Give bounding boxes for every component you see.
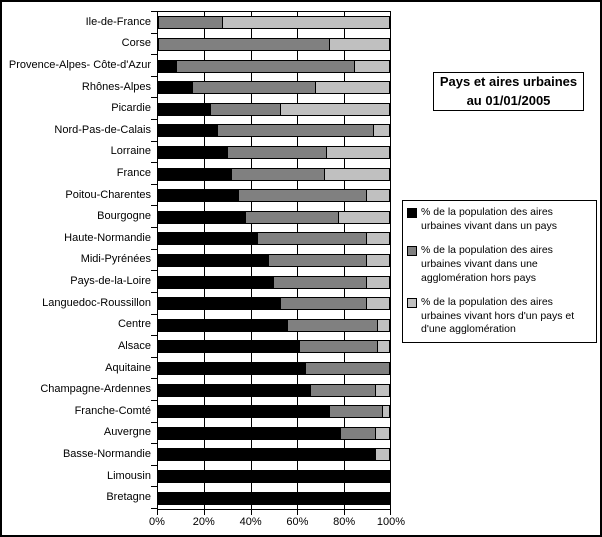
bar-segment-agglomeration (232, 168, 325, 181)
bar-segment-agglomeration (269, 254, 366, 267)
bar-segment-pays (158, 492, 390, 505)
category-label: Auvergne (103, 426, 151, 439)
category-label: Languedoc-Roussillon (42, 296, 151, 309)
bar-segment-pays (158, 340, 300, 353)
bar-row (158, 423, 390, 445)
bar-row (158, 228, 390, 250)
bar-segment-pays (158, 448, 376, 461)
bar-segment-agglomeration (218, 124, 373, 137)
bar-segment-pays (158, 254, 269, 267)
bar-segment-agglomeration (288, 319, 378, 332)
bar-segment-hors (376, 384, 390, 397)
chart-title-box (433, 72, 584, 111)
category-label: Bretagne (106, 491, 151, 504)
bar-segment-pays (158, 297, 281, 310)
legend (402, 200, 597, 343)
category-label: Centre (117, 318, 151, 331)
bar-segment-hors (367, 189, 390, 202)
bar-row (158, 271, 390, 293)
legend-label: % de la population des aires urbaines vivant dans un pays (421, 206, 558, 232)
category-label: Pays-de-la-Loire (70, 275, 151, 288)
value-axis-labels (149, 516, 406, 530)
stacked-bar (158, 427, 390, 440)
x-tick-label: 0% (149, 516, 165, 528)
stacked-bar (158, 81, 390, 94)
stacked-bar (158, 16, 390, 29)
bar-segment-agglomeration (211, 103, 281, 116)
chart-title-line1: Pays et aires urbaines (439, 74, 578, 90)
legend-entry (407, 206, 594, 233)
bar-segment-hors (367, 254, 390, 267)
bar-segment-pays (158, 168, 232, 181)
category-label: Lorraine (110, 145, 151, 158)
bar-segment-agglomeration (228, 146, 328, 159)
bar-segment-pays (158, 427, 341, 440)
stacked-bar (158, 405, 390, 418)
category-label: France (116, 167, 151, 180)
stacked-bar (158, 146, 390, 159)
legend-marker (407, 246, 417, 256)
bar-segment-hors (327, 146, 390, 159)
bar-segment-agglomeration (306, 362, 390, 375)
category-label: Limousin (106, 469, 151, 482)
category-label: Aquitaine (105, 361, 151, 374)
bar-segment-hors (367, 232, 390, 245)
x-tick-mark (344, 510, 345, 515)
bar-row (158, 55, 390, 77)
category-label: Basse-Normandie (62, 447, 151, 460)
bar-segment-hors (316, 81, 390, 94)
bar-segment-agglomeration (158, 16, 223, 29)
x-tick-label: 60% (286, 516, 309, 528)
bar-row (158, 206, 390, 228)
x-tick-label: 20% (192, 516, 215, 528)
x-tick-mark (204, 510, 205, 515)
category-label: Franche-Comté (74, 404, 151, 417)
bar-segment-pays (158, 189, 239, 202)
bar-segment-hors (367, 276, 390, 289)
bar-segment-hors (376, 427, 390, 440)
bar-row (158, 487, 390, 509)
category-label: Nord-Pas-de-Calais (54, 123, 151, 136)
bar-segment-pays (158, 384, 311, 397)
bar-segment-agglomeration (341, 427, 376, 440)
stacked-bar (158, 103, 390, 116)
stacked-bar (158, 232, 390, 245)
stacked-bar (158, 319, 390, 332)
bar-segment-hors (376, 448, 390, 461)
x-tick-label: 80% (333, 516, 356, 528)
bar-segment-hors (339, 211, 390, 224)
x-tick-label: 100% (376, 516, 406, 528)
bar-row (158, 98, 390, 120)
bar-row (158, 142, 390, 164)
category-label: Picardie (111, 102, 151, 115)
bar-segment-agglomeration (193, 81, 316, 94)
value-axis-ticks (157, 510, 391, 515)
legend-entry (407, 244, 594, 285)
legend-entry (407, 296, 594, 337)
bar-segment-hors (330, 38, 390, 51)
category-axis-labels (2, 11, 155, 510)
stacked-bar (158, 254, 390, 267)
bar-row (158, 12, 390, 34)
bar-segment-pays (158, 276, 274, 289)
x-tick-label: 40% (239, 516, 262, 528)
bar-segment-pays (158, 362, 306, 375)
category-label: Bourgogne (97, 210, 151, 223)
bar-row (158, 250, 390, 272)
category-label: Provence-Alpes- Côte-d'Azur (8, 59, 151, 71)
stacked-bar (158, 168, 390, 181)
bar-row (158, 293, 390, 315)
stacked-bar (158, 38, 390, 51)
bar-segment-pays (158, 211, 246, 224)
bar-segment-hors (378, 340, 390, 353)
bar-row (158, 163, 390, 185)
stacked-bar (158, 362, 390, 375)
x-tick-mark (390, 510, 391, 515)
bar-segment-agglomeration (311, 384, 376, 397)
stacked-bar (158, 276, 390, 289)
bar-segment-agglomeration (246, 211, 339, 224)
stacked-bar (158, 448, 390, 461)
category-label: Poitou-Charentes (65, 188, 151, 201)
bar-segment-pays (158, 146, 228, 159)
bar-segment-pays (158, 470, 390, 483)
legend-marker (407, 298, 417, 308)
bar-segment-pays (158, 232, 258, 245)
bar-segment-agglomeration (300, 340, 379, 353)
bar-row (158, 315, 390, 337)
stacked-bar (158, 124, 390, 137)
bar-row (158, 379, 390, 401)
bar-row (158, 358, 390, 380)
bar-segment-pays (158, 103, 211, 116)
legend-label: % de la population des aires urbaines vivant hors d'un pays et d'une agglomération (421, 296, 575, 336)
bar-segment-hors (325, 168, 390, 181)
bar-row (158, 401, 390, 423)
stacked-bar (158, 492, 390, 505)
bar-segment-agglomeration (274, 276, 367, 289)
bar-segment-hors (374, 124, 390, 137)
category-label: Corse (121, 37, 151, 50)
bar-row (158, 120, 390, 142)
bar-segment-hors (367, 297, 390, 310)
bar-segment-hors (223, 16, 390, 29)
category-label: Alsace (117, 339, 151, 352)
legend-marker (407, 208, 417, 218)
bar-row (158, 34, 390, 56)
bar-row (158, 444, 390, 466)
bar-segment-hors (378, 319, 390, 332)
bar-segment-hors (281, 103, 390, 116)
stacked-bar (158, 340, 390, 353)
category-label: Midi-Pyrénées (80, 253, 151, 266)
bar-segment-agglomeration (281, 297, 367, 310)
bar-segment-agglomeration (158, 38, 330, 51)
bar-segment-agglomeration (330, 405, 383, 418)
x-tick-mark (297, 510, 298, 515)
bar-segment-pays (158, 405, 330, 418)
stacked-bar (158, 189, 390, 202)
bar-segment-agglomeration (239, 189, 367, 202)
bar-segment-hors (355, 60, 390, 73)
bar-segment-pays (158, 60, 177, 73)
stacked-bar (158, 470, 390, 483)
category-label: Rhônes-Alpes (81, 80, 151, 93)
legend-label: % de la population des aires urbaines vivant dans une agglomération hors pays (421, 244, 553, 284)
stacked-bar (158, 211, 390, 224)
chart-title-line2: au 01/01/2005 (466, 92, 551, 108)
bar-segment-hors (383, 405, 390, 418)
bar-row (158, 77, 390, 99)
bar-row (158, 185, 390, 207)
category-label: Champagne-Ardennes (40, 383, 151, 396)
plot-area (157, 11, 391, 510)
bar-segment-pays (158, 81, 193, 94)
bar-row (158, 336, 390, 358)
bar-segment-pays (158, 124, 218, 137)
bar-segment-agglomeration (258, 232, 367, 245)
category-label: Haute-Normandie (64, 231, 151, 244)
stacked-bar (158, 384, 390, 397)
bar-segment-pays (158, 319, 288, 332)
x-tick-mark (251, 510, 252, 515)
x-tick-mark (157, 510, 158, 515)
category-label: Ile-de-France (85, 15, 151, 28)
stacked-bar (158, 60, 390, 73)
bar-row (158, 466, 390, 488)
bar-segment-agglomeration (177, 60, 356, 73)
stacked-bar (158, 297, 390, 310)
